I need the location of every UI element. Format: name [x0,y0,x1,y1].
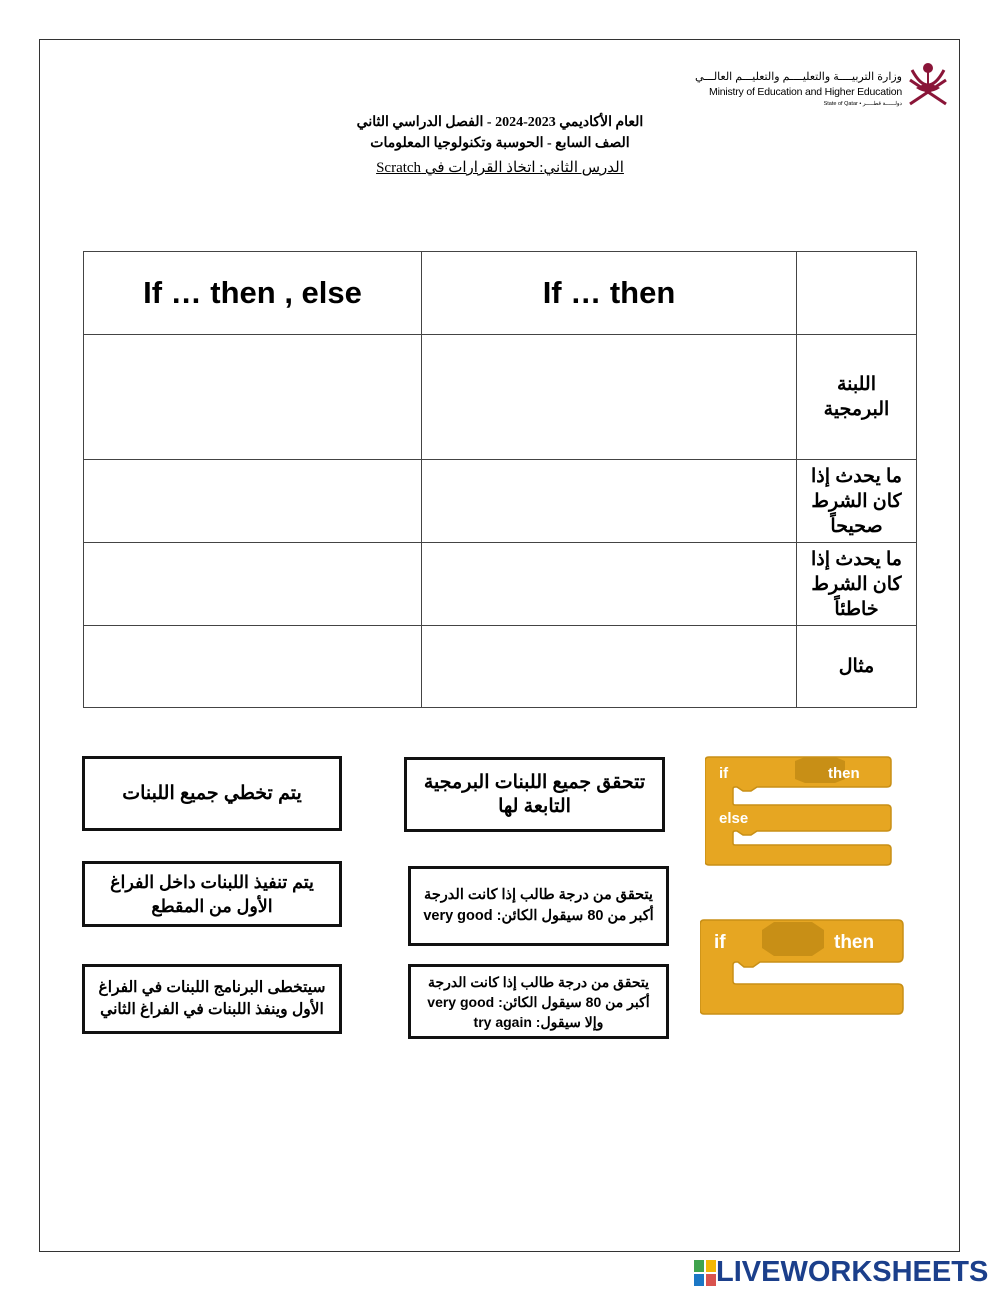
header-if-then: If … then [422,252,797,335]
scratch-if-then-block[interactable] [700,916,906,1025]
row-label-block: اللبنة البرمجية [797,335,917,460]
if-else-if-label: if [719,765,729,782]
logo-arabic: وزارة التربيــــة والتعليــــم والتعليـــم العالـــي [694,71,902,83]
drop-cell-true-ifelse[interactable] [84,460,422,543]
drop-cell-example-ifthen[interactable] [422,626,797,708]
watermark-text: LIVEWORKSHEETS [716,1256,989,1288]
header-if-then-else: If … then , else [84,252,422,335]
drop-cell-false-ifthen[interactable] [422,543,797,626]
liveworksheets-watermark [694,1256,988,1289]
academic-year-title: العام الأكاديمي 2023-2024 - الفصل الدراسي الثاني [356,115,644,130]
drop-cell-example-ifelse[interactable] [84,626,422,708]
answer-box-skip-all[interactable]: يتم تخطي جميع اللبنات [82,756,342,831]
header-blank [797,252,917,335]
ministry-logo [694,60,950,118]
table-header-row [84,252,917,335]
answer-box-example1[interactable]: يتحقق من درجة طالب إذا كانت الدرجة أكبر من 80 سيقول الكائن: very good [408,866,669,946]
row-label-false: ما يحدث إذا كان الشرط خاطئاً [797,543,917,626]
table-row [84,335,917,460]
grade-subject-title: الصف السابع - الحوسبة وتكنولوجيا المعلومات [370,136,630,151]
row-label-example: مثال [797,626,917,708]
table-row [84,543,917,626]
qatar-emblem-icon [906,60,950,112]
liveworksheets-logo-icon [694,1260,716,1286]
table-row [84,626,917,708]
row-label-true: ما يحدث إذا كان الشرط صحيحاً [797,460,917,543]
drop-cell-false-ifelse[interactable] [84,543,422,626]
if-then-if-label: if [714,932,726,953]
answer-box-first-gap[interactable]: يتم تنفيذ اللبنات داخل الفراغ الأول من المقطع [82,861,342,927]
answer-box-example2[interactable]: يتحقق من درجة طالب إذا كانت الدرجة أكبر من 80 سيقول الكائن: very good وإلا سيقول: try again [408,964,669,1039]
answer-box-second-gap[interactable]: سيتخطى البرنامج اللبنات في الفراغ الأول وينفذ اللبنات في الفراغ الثاني [82,964,342,1034]
answer-box-check-all[interactable]: تتحقق جميع اللبنات البرمجية التابعة لها [404,757,665,832]
if-else-else-label: else [719,810,749,827]
lesson-title: الدرس الثاني: اتخاذ القرارات في Scratch [376,160,624,176]
if-else-then-label: then [828,765,860,782]
logo-english: Ministry of Education and Higher Education [709,86,902,98]
scratch-if-else-block[interactable] [705,753,895,878]
drop-cell-true-ifthen[interactable] [422,460,797,543]
drop-cell-block-ifthen[interactable] [422,335,797,460]
table-row [84,460,917,543]
logo-state: State of Qatar • دولــــــة قطـــــر [823,101,902,107]
comparison-table [83,251,917,708]
if-then-then-label: then [834,932,875,953]
drop-cell-block-ifelse[interactable] [84,335,422,460]
